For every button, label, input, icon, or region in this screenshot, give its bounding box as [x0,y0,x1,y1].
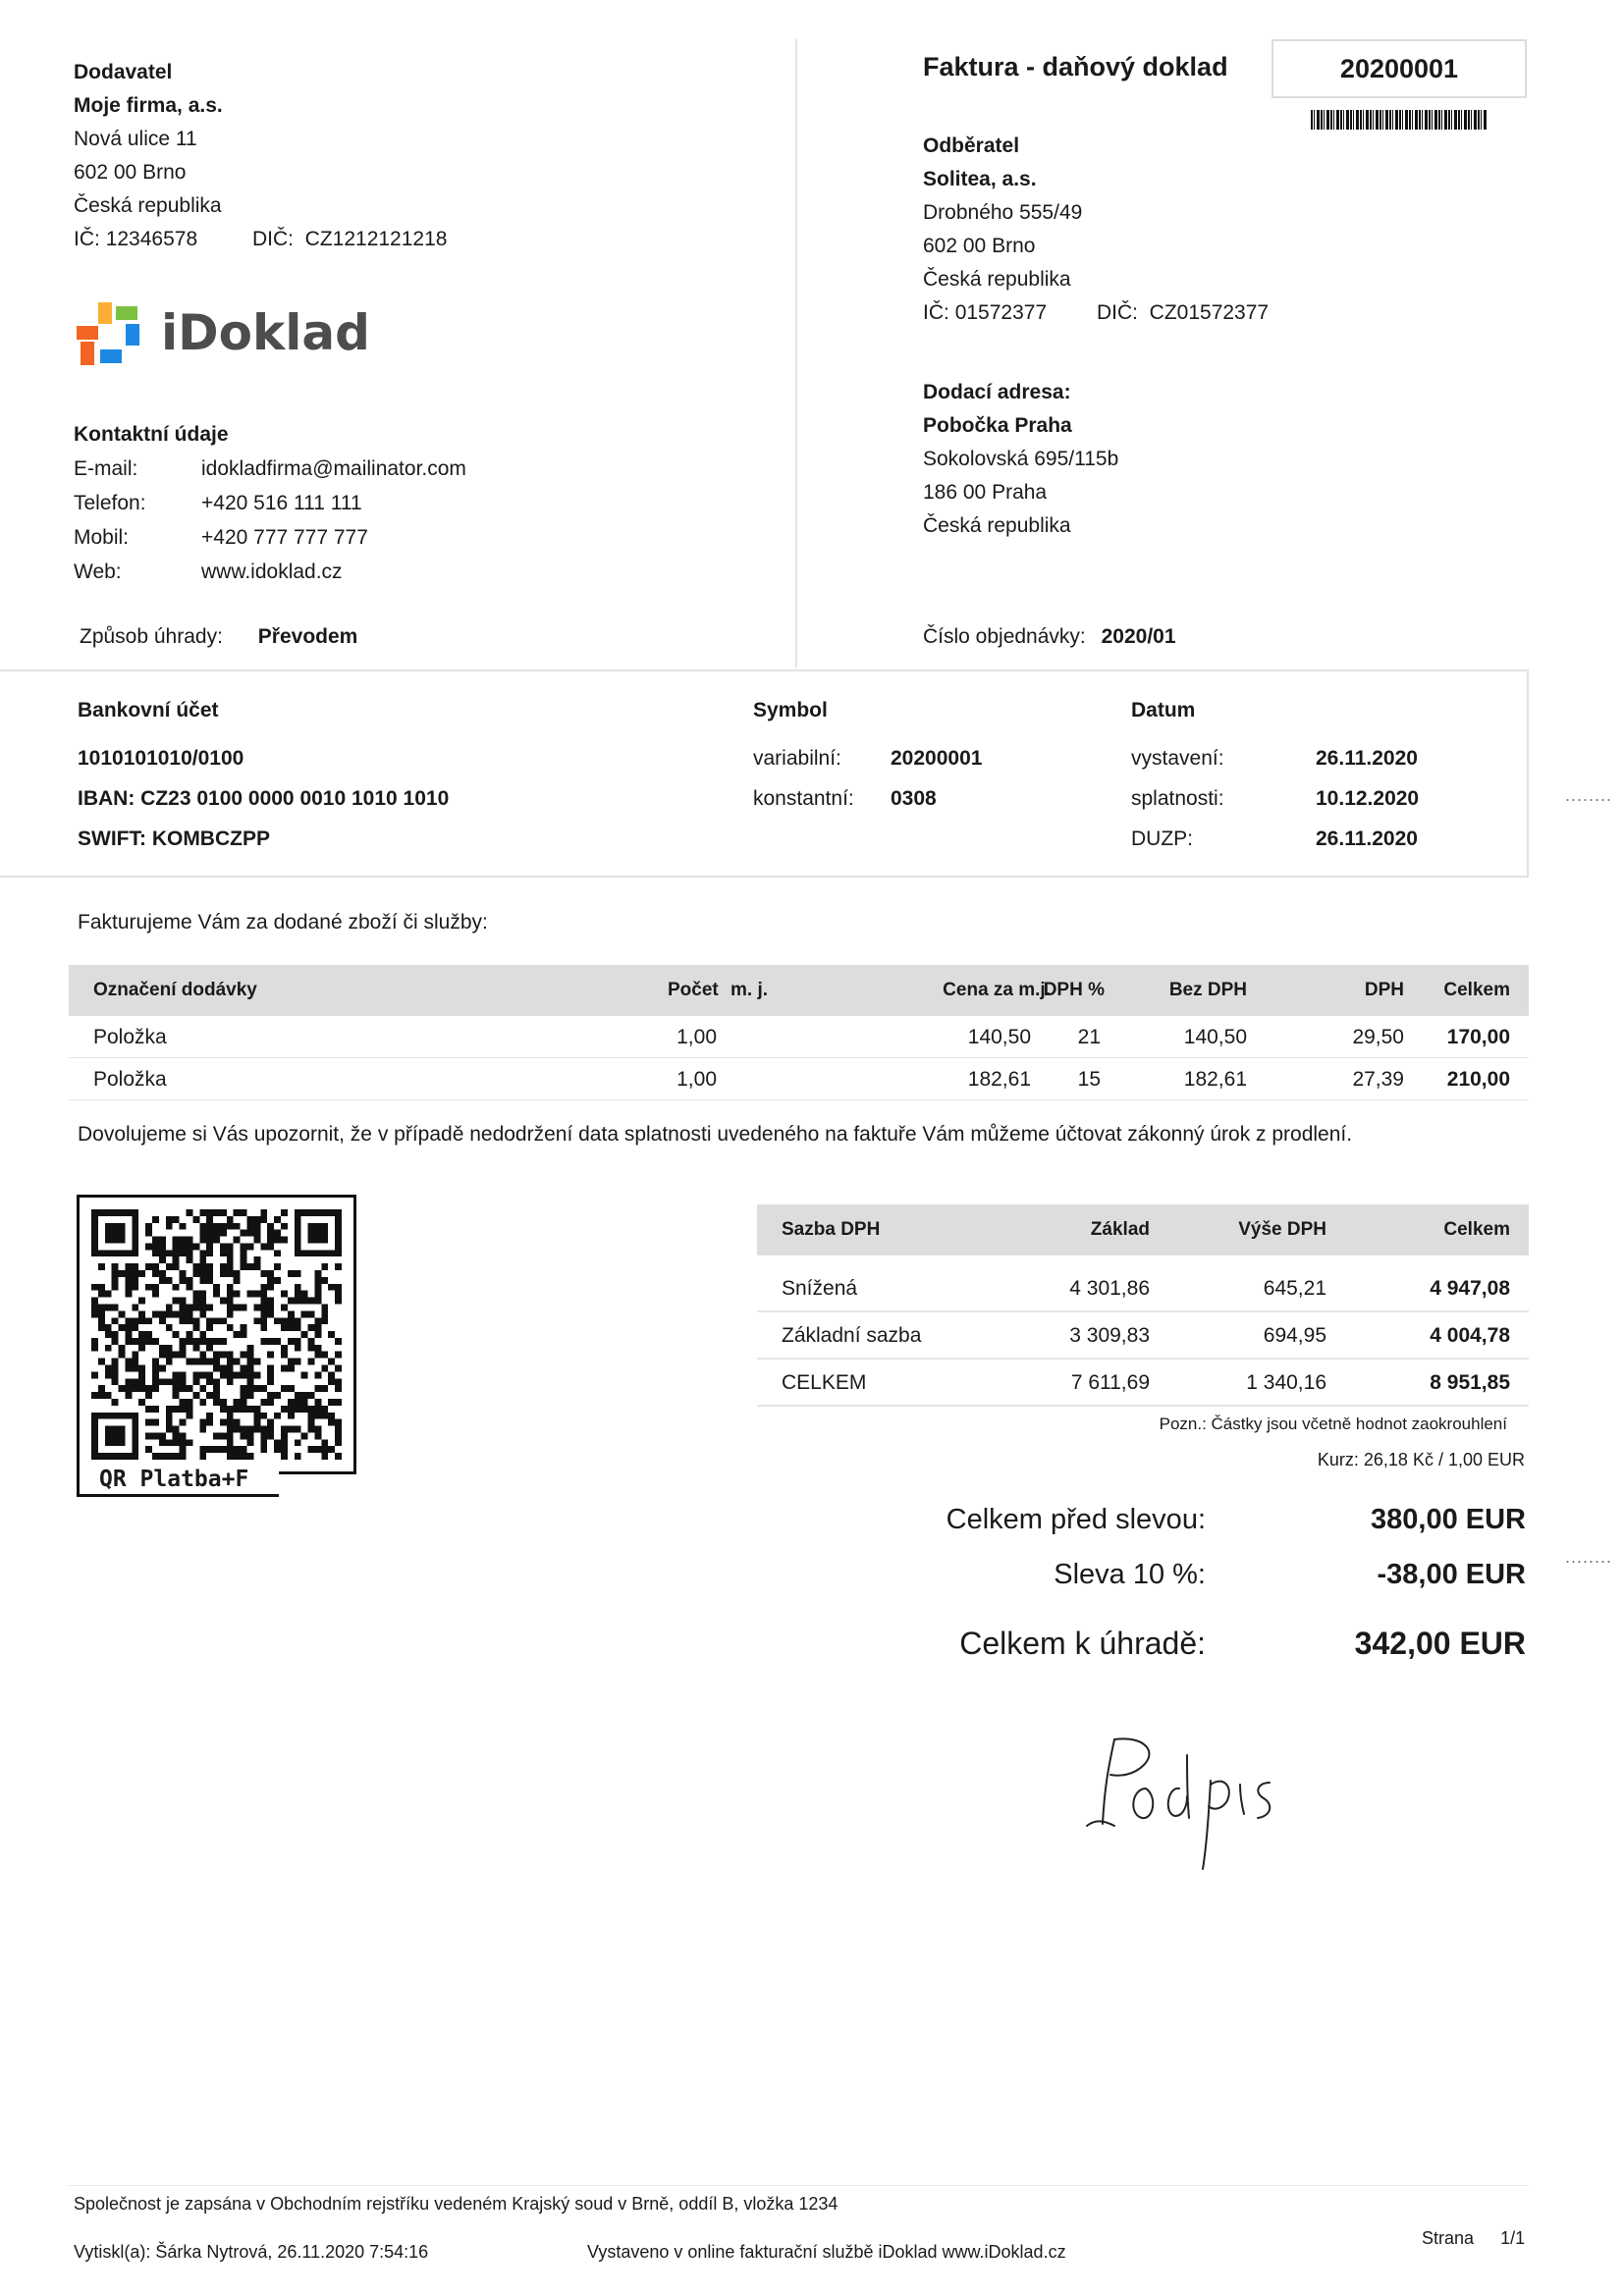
customer-block [923,130,1512,334]
item-vat-pct: 15 [1077,1068,1101,1091]
customer-name: Solitea, a.s. [923,168,1037,190]
item-name: Položka [93,1026,167,1048]
exchange-rate-note: Kurz: 26,18 Kč / 1,00 EUR [1317,1450,1525,1469]
column-divider [795,39,797,667]
delivery-city: 186 00 Praha [923,481,1048,504]
item-total: 170,00 [1446,1026,1510,1048]
footer-printed: Vytiskl(a): Šárka Nytrová, 26.11.2020 7:54:16 [74,2242,429,2262]
item-qty: 1,00 [676,1026,717,1048]
amount-due-label: Celkem k úhradě: [959,1626,1206,1661]
contact-label: Web: [74,561,122,583]
item-net: 182,61 [1183,1068,1247,1091]
item-price: 182,61 [967,1068,1031,1091]
vat-total: 4 947,08 [1430,1277,1510,1300]
margin-dots: ........ [1565,1547,1613,1567]
col-header-vat: DPH [1364,980,1404,1000]
signature-image [1085,1728,1306,1875]
company-logo [77,302,371,371]
order-number [923,625,1176,649]
delivery-name: Pobočka Praha [923,414,1072,437]
delivery-block [923,376,1512,543]
date-label: splatnosti: [1131,787,1224,810]
table-row [757,1360,1529,1407]
table-row [757,1312,1529,1360]
delivery-street: Sokolovská 695/115b [923,448,1119,470]
items-table [69,965,1529,1100]
item-net: 140,50 [1183,1026,1247,1048]
contact-label: Mobil: [74,526,130,549]
table-row [69,1058,1529,1100]
symbol-label: variabilní: [753,747,841,770]
vat-total: 8 951,85 [1430,1371,1510,1394]
page-number: 1/1 [1500,2228,1526,2248]
table-row [69,1016,1529,1058]
vat-amount: 1 340,16 [1246,1371,1326,1394]
bank-swift: SWIFT: KOMBCZPP [78,828,270,850]
page-label: Strana [1422,2228,1475,2248]
rounding-note: Pozn.: Částky jsou včetně hodnot zaokrouhlení [1159,1415,1507,1433]
delivery-country: Česká republika [923,514,1071,537]
date-value: 26.11.2020 [1316,828,1418,850]
contact-label: E-mail: [74,457,138,480]
supplier-ic: 12346578 [105,228,198,250]
supplier-dic: CZ1212121218 [304,228,448,250]
logo-text: iDoklad [161,304,370,361]
item-vat: 27,39 [1352,1068,1404,1091]
contact-label: Telefon: [74,492,146,514]
supplier-country: Česká republika [74,194,222,217]
footer-divider [69,2185,1529,2186]
qr-code [77,1195,356,1474]
symbol-value: 20200001 [891,747,983,770]
payment-details-box [0,669,1529,878]
supplier-name: Moje firma, a.s. [74,94,223,117]
subtotal-value: 380,00 EUR [1371,1504,1526,1535]
contact-email[interactable]: idokladfirma@mailinator.com [201,457,466,480]
col-header-vat-pct: DPH % [1043,980,1105,1000]
vat-summary-table [757,1204,1529,1407]
customer-heading: Odběratel [923,134,1020,157]
col-header-price: Cena za m.j. [943,980,1051,1000]
supplier-ids [74,223,781,260]
date-value: 10.12.2020 [1316,787,1420,810]
contact-heading: Kontaktní údaje [74,423,229,446]
margin-dots: ........ [1565,785,1613,805]
supplier-heading: Dodavatel [74,61,173,83]
order-value: 2020/01 [1101,625,1176,648]
late-payment-notice: Dovolujeme si Vás upozornit, že v případě nedodržení data splatnosti uvedeného na faktuře Vám můžeme účtovat zákonný úrok z prodlení. [78,1123,1353,1146]
vat-rate: Snížená [782,1277,858,1300]
vat-amount: 694,95 [1263,1324,1326,1347]
date-label: DUZP: [1131,828,1193,850]
item-total: 210,00 [1446,1068,1510,1091]
discount-label: Sleva 10 %: [1054,1559,1206,1590]
vat-base: 3 309,83 [1069,1324,1150,1347]
date-value: 26.11.2020 [1316,747,1418,770]
supplier-street: Nová ulice 11 [74,128,197,150]
date-heading: Datum [1131,699,1196,721]
col-header-qty: Počet [668,980,719,1000]
item-vat: 29,50 [1352,1026,1404,1048]
item-price: 140,50 [967,1026,1031,1048]
barcode [1311,110,1488,130]
col-header-net: Bez DPH [1168,980,1247,1000]
payment-label: Způsob úhrady: [80,625,223,648]
symbol-heading: Symbol [753,699,828,721]
item-qty: 1,00 [676,1068,717,1091]
qr-label: QR Platba+F [99,1467,249,1492]
bank-account: 1010101010/0100 [78,747,244,770]
supplier-ic-label: IČ: [74,228,100,250]
qr-code-icon [91,1209,342,1460]
footer-page [1422,2228,1525,2249]
customer-dic-label: DIČ: [1097,301,1138,324]
vat-col-vat: Výše DPH [1238,1219,1326,1240]
customer-ids [923,296,1512,334]
payment-method [80,625,357,649]
item-vat-pct: 21 [1077,1026,1101,1048]
items-intro: Fakturujeme Vám za dodané zboží či služby: [78,911,488,934]
document-number: 20200001 [1271,39,1527,98]
delivery-heading: Dodací adresa: [923,381,1071,403]
col-header-total: Celkem [1443,980,1510,1000]
vat-total: 4 004,78 [1430,1324,1510,1347]
vat-rate: Základní sazba [782,1324,922,1347]
contact-block [74,418,781,590]
supplier-block [74,56,781,260]
customer-ic: 01572377 [954,301,1048,324]
symbol-value: 0308 [891,787,937,810]
date-label: vystavení: [1131,747,1224,770]
customer-city: 602 00 Brno [923,235,1036,257]
discount-value: -38,00 EUR [1377,1559,1526,1590]
vat-col-base: Základ [1090,1219,1150,1240]
symbol-label: konstantní: [753,787,854,810]
order-label: Číslo objednávky: [923,625,1086,648]
col-header-name: Označení dodávky [93,980,257,1000]
customer-dic: CZ01572377 [1149,301,1270,324]
vat-col-total: Celkem [1443,1219,1510,1240]
document-title: Faktura - daňový doklad [923,52,1228,81]
supplier-dic-label: DIČ: [252,228,294,250]
footer-issued: Vystaveno v online fakturační službě iDoklad www.iDoklad.cz [587,2242,1066,2262]
col-header-unit: m. j. [730,980,769,1000]
amount-due-value: 342,00 EUR [1354,1626,1526,1661]
vat-amount: 645,21 [1263,1277,1326,1300]
logo-mark-icon [77,302,147,371]
vat-rate: CELKEM [782,1371,867,1394]
items-table-header [69,965,1529,1016]
contact-mobile: +420 777 777 777 [201,526,368,549]
bank-iban: IBAN: CZ23 0100 0000 0010 1010 1010 [78,787,450,810]
footer-registry: Společnost je zapsána v Obchodním rejstříku vedeném Krajský soud v Brně, oddíl B, vložka 1234 [74,2194,839,2214]
vat-col-rate: Sazba DPH [782,1219,881,1240]
supplier-city: 602 00 Brno [74,161,187,184]
vat-base: 7 611,69 [1070,1371,1150,1394]
vat-table-header [757,1204,1529,1255]
bank-heading: Bankovní účet [78,699,219,721]
customer-country: Česká republika [923,268,1071,291]
subtotal-label: Celkem před slevou: [946,1504,1206,1535]
contact-web[interactable]: www.idoklad.cz [201,561,343,583]
vat-base: 4 301,86 [1069,1277,1150,1300]
customer-street: Drobného 555/49 [923,201,1083,224]
table-row [757,1265,1529,1312]
contact-phone: +420 516 111 111 [201,492,362,514]
item-name: Položka [93,1068,167,1091]
payment-value: Převodem [257,625,358,648]
customer-ic-label: IČ: [923,301,949,324]
